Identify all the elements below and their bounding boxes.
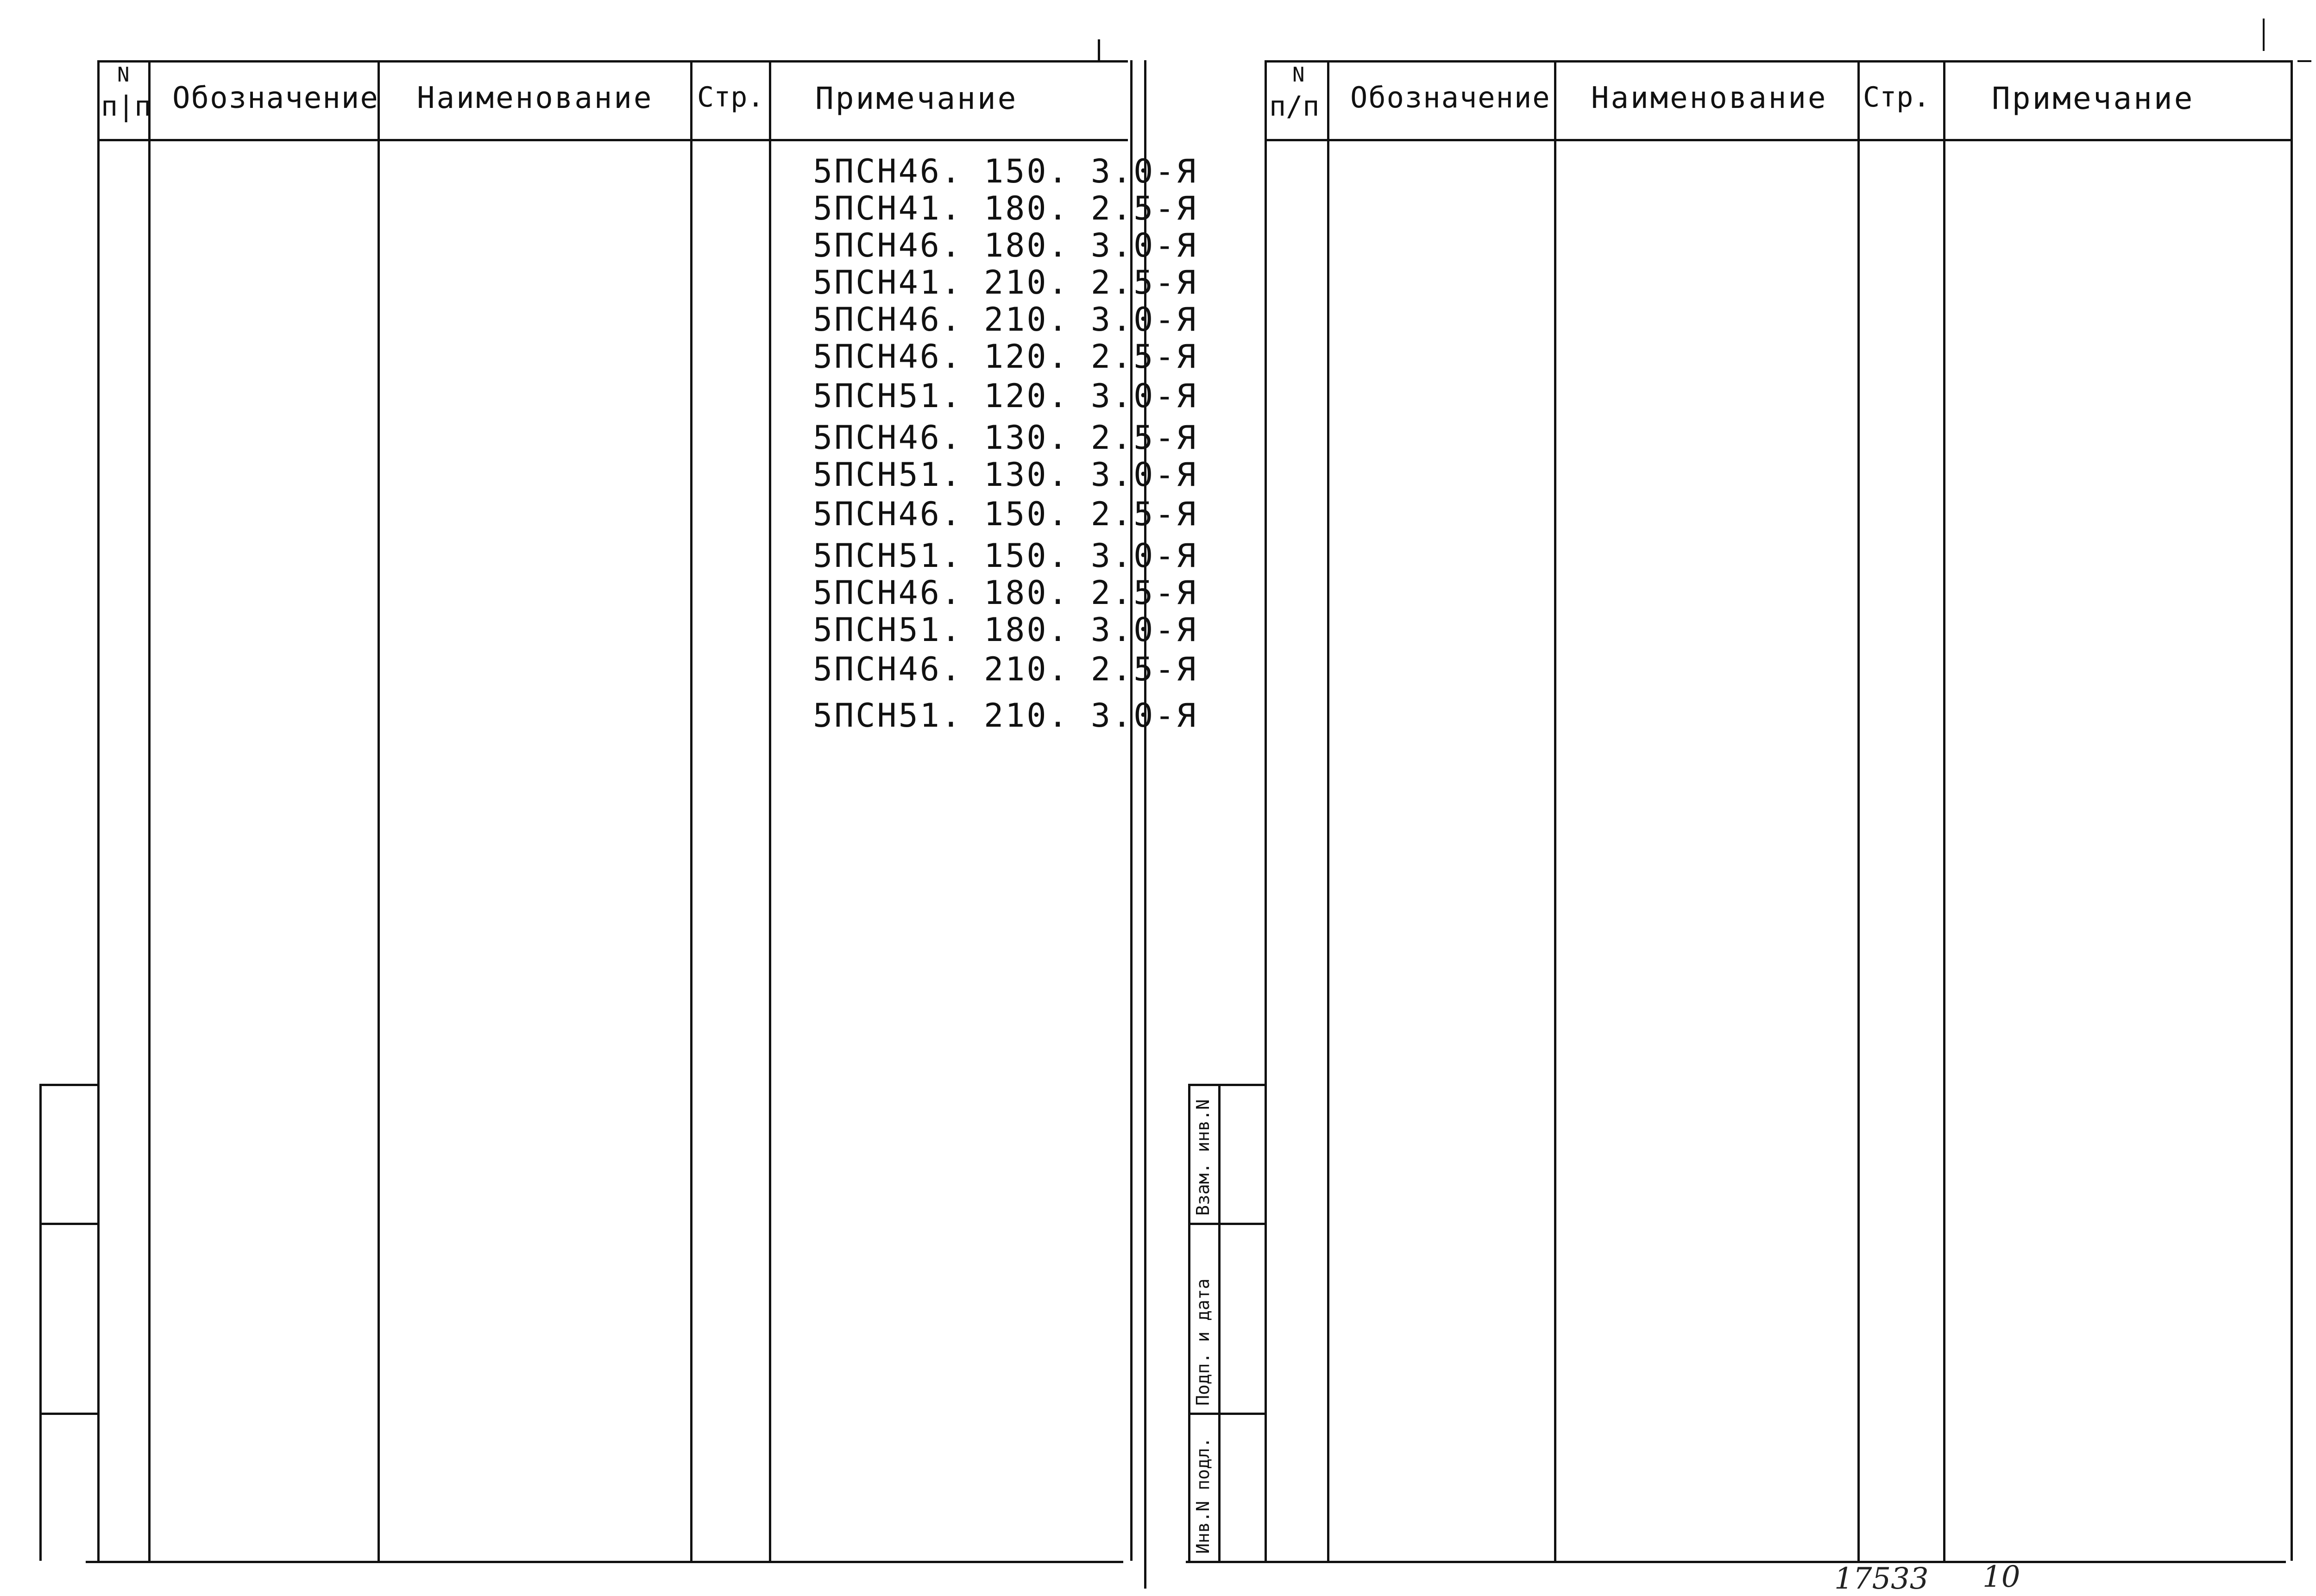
left-note-line: 5ПСН51. 210. 3.0-Я bbox=[813, 697, 1198, 735]
right-stamp-top-line bbox=[1188, 1084, 1267, 1086]
right-header-bottom-line bbox=[1265, 139, 2293, 141]
left-header-np-bottom: п|п bbox=[101, 90, 151, 123]
left-note-line: 5ПСН51. 150. 3.0-Я bbox=[813, 537, 1198, 575]
left-bottom-line bbox=[86, 1561, 1123, 1563]
right-corner-dash bbox=[2297, 60, 2311, 62]
left-note-line: 5ПСН46. 210. 3.0-Я bbox=[813, 301, 1198, 339]
right-col-line-4 bbox=[1857, 60, 1860, 1561]
right-stamp-line-b bbox=[1188, 1223, 1267, 1225]
right-stamp-left-line bbox=[1188, 1084, 1190, 1561]
left-stamp-line-a bbox=[39, 1084, 97, 1086]
stamp-podp-data-label: Подп. и дата bbox=[1193, 1278, 1213, 1406]
left-note-line: 5ПСН46. 180. 2.5-Я bbox=[813, 574, 1198, 612]
stamp-vzam-inv-label: Взам. инв.N bbox=[1193, 1099, 1213, 1216]
right-header-page: Стр. bbox=[1863, 81, 1930, 113]
left-note-line: 5ПСН46. 150. 2.5-Я bbox=[813, 495, 1198, 533]
left-header-designation: Обозначение bbox=[172, 81, 379, 115]
left-note-line: 5ПСН51. 120. 3.0-Я bbox=[813, 377, 1198, 415]
right-header-note: Примечание bbox=[1992, 81, 2195, 116]
left-note-line: 5ПСН41. 180. 2.5-Я bbox=[813, 189, 1198, 227]
right-col-line-5 bbox=[1943, 60, 1945, 1561]
footer-doc-number: 17533 bbox=[1834, 1562, 1929, 1596]
left-note-line: 5ПСН46. 120. 2.5-Я bbox=[813, 338, 1198, 376]
left-note-line: 5ПСН51. 180. 3.0-Я bbox=[813, 611, 1198, 649]
right-outer-border bbox=[2291, 60, 2293, 1561]
right-col-line-3 bbox=[1554, 60, 1556, 1561]
left-col-line-3 bbox=[378, 60, 380, 1561]
right-header-top-line bbox=[1265, 60, 2293, 63]
stamp-inv-podl-label: Инв.N подл. bbox=[1193, 1437, 1213, 1554]
right-corner-tick bbox=[2263, 19, 2265, 51]
right-header-np-bottom: п/п bbox=[1269, 90, 1320, 123]
left-note-line: 5ПСН51. 130. 3.0-Я bbox=[813, 456, 1198, 494]
left-corner-tick bbox=[1098, 39, 1100, 63]
left-stamp-line-c bbox=[39, 1413, 97, 1415]
left-stamp-line-d bbox=[39, 1084, 42, 1561]
left-note-line: 5ПСН46. 180. 3.0-Я bbox=[813, 226, 1198, 264]
right-col-line-2 bbox=[1327, 60, 1329, 1561]
left-header-name: Наименование bbox=[417, 81, 654, 115]
right-header-np-top: N bbox=[1292, 63, 1305, 87]
left-header-np-top: N bbox=[117, 63, 130, 87]
right-bottom-line bbox=[1186, 1561, 2286, 1563]
left-col-line-2 bbox=[148, 60, 151, 1561]
left-header-note: Примечание bbox=[815, 81, 1018, 116]
left-header-page: Стр. bbox=[697, 81, 764, 113]
right-stamp-mid-line bbox=[1218, 1084, 1221, 1561]
left-stamp-line-b bbox=[39, 1223, 97, 1225]
left-header-bottom-line bbox=[97, 139, 1128, 141]
left-note-line: 5ПСН46. 150. 3.0-Я bbox=[813, 152, 1198, 190]
footer-sheet-number: 10 bbox=[1982, 1560, 2020, 1594]
right-col-line-1 bbox=[1265, 60, 1267, 1561]
left-col-line-4 bbox=[690, 60, 692, 1561]
right-header-designation: Обозначение bbox=[1350, 81, 1551, 114]
right-stamp-line-c bbox=[1188, 1413, 1267, 1415]
left-note-line: 5ПСН46. 130. 2.5-Я bbox=[813, 419, 1198, 457]
left-note-line: 5ПСН46. 210. 2.5-Я bbox=[813, 650, 1198, 688]
left-col-line-5 bbox=[769, 60, 771, 1561]
right-header-name: Наименование bbox=[1591, 81, 1828, 115]
left-col-line-1 bbox=[97, 60, 100, 1561]
left-header-top-line bbox=[97, 60, 1128, 63]
left-note-line: 5ПСН41. 210. 2.5-Я bbox=[813, 264, 1198, 302]
